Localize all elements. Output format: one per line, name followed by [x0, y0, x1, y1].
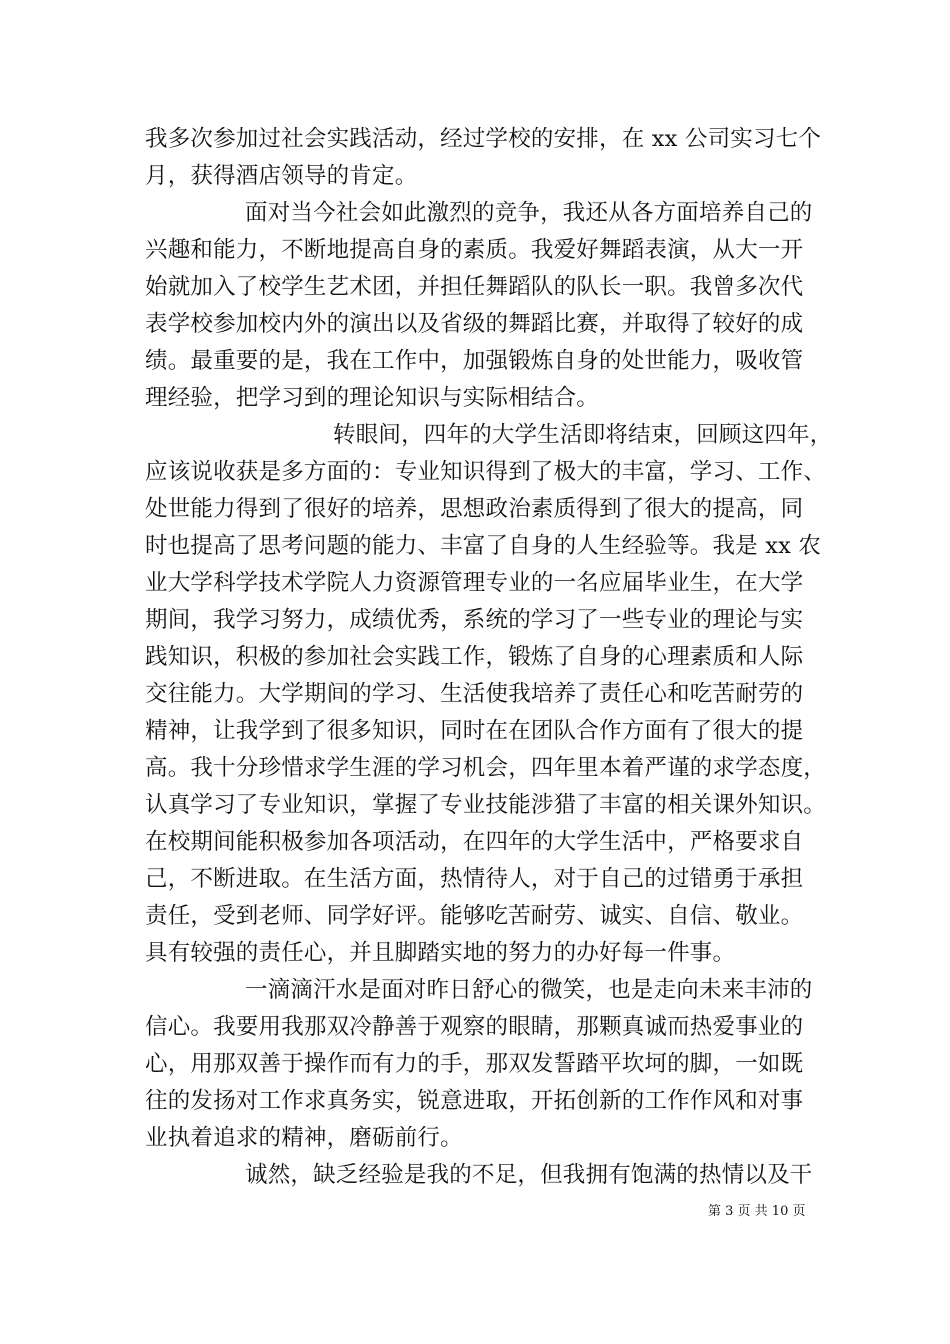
text-line: 兴趣和能力，不断地提高自身的素质。我爱好舞蹈表演，从大一开	[145, 237, 804, 263]
text-line: 精神，让我学到了很多知识，同时在在团队合作方面有了很大的提	[145, 718, 804, 744]
text-line: 期间，我学习努力，成绩优秀，系统的学习了一些专业的理论与实	[145, 607, 804, 633]
text-line: 往的发扬对工作求真务实，锐意进取，开拓创新的工作作风和对事	[145, 1088, 804, 1114]
text-line: 月，获得酒店领导的肯定。	[145, 163, 418, 189]
text-line: 应该说收获是多方面的：专业知识得到了极大的丰富，学习、工作、	[145, 459, 827, 485]
text-line: 在校期间能积极参加各项活动，在四年的大学生活中，严格要求自	[145, 829, 804, 855]
text-line: 始就加入了校学生艺术团，并担任舞蹈队的队长一职。我曾多次代	[145, 274, 804, 300]
text-line: 己，不断进取。在生活方面，热情待人，对于自己的过错勇于承担	[145, 866, 804, 892]
paragraph-first-line: 转眼间，四年的大学生活即将结束，回顾这四年，	[333, 422, 833, 448]
paragraph-first-line: 面对当今社会如此激烈的竞争，我还从各方面培养自己的	[245, 200, 813, 226]
text-line: 认真学习了专业知识，掌握了专业技能涉猎了丰富的相关课外知识。	[145, 792, 827, 818]
text-line: 表学校参加校内外的演出以及省级的舞蹈比赛，并取得了较好的成	[145, 311, 804, 337]
text-line: 业执着追求的精神，磨砺前行。	[145, 1125, 463, 1151]
text-line: 高。我十分珍惜求学生涯的学习机会，四年里本着严谨的求学态度，	[145, 755, 827, 781]
text-line: 具有较强的责任心，并且脚踏实地的努力的办好每一件事。	[145, 940, 736, 966]
paragraph-first-line: 诚然，缺乏经验是我的不足，但我拥有饱满的热情以及干	[245, 1162, 813, 1188]
text-line: 理经验，把学习到的理论知识与实际相结合。	[145, 385, 600, 411]
text-line: 责任，受到老师、同学好评。能够吃苦耐劳、诚实、自信、敬业。	[145, 903, 804, 929]
text-line: 信心。我要用我那双冷静善于观察的眼睛，那颗真诚而热爱事业的	[145, 1014, 804, 1040]
text-line: 绩。最重要的是，我在工作中，加强锻炼自身的处世能力，吸收管	[145, 348, 804, 374]
text-line: 时也提高了思考问题的能力、丰富了自身的人生经验等。我是 xx 农	[145, 533, 822, 559]
text-line: 我多次参加过社会实践活动，经过学校的安排，在 xx 公司实习七个	[145, 126, 822, 152]
text-line: 业大学科学技术学院人力资源管理专业的一名应届毕业生，在大学	[145, 570, 804, 596]
text-line: 践知识，积极的参加社会实践工作，锻炼了自身的心理素质和人际	[145, 644, 804, 670]
page-number-footer: 第 3 页 共 10 页	[708, 1204, 806, 1219]
text-line: 交往能力。大学期间的学习、生活使我培养了责任心和吃苦耐劳的	[145, 681, 804, 707]
text-line: 心，用那双善于操作而有力的手，那双发誓踏平坎坷的脚，一如既	[145, 1051, 804, 1077]
text-line: 处世能力得到了很好的培养，思想政治素质得到了很大的提高，同	[145, 496, 804, 522]
paragraph-first-line: 一滴滴汗水是面对昨日舒心的微笑，也是走向未来丰沛的	[245, 977, 813, 1003]
